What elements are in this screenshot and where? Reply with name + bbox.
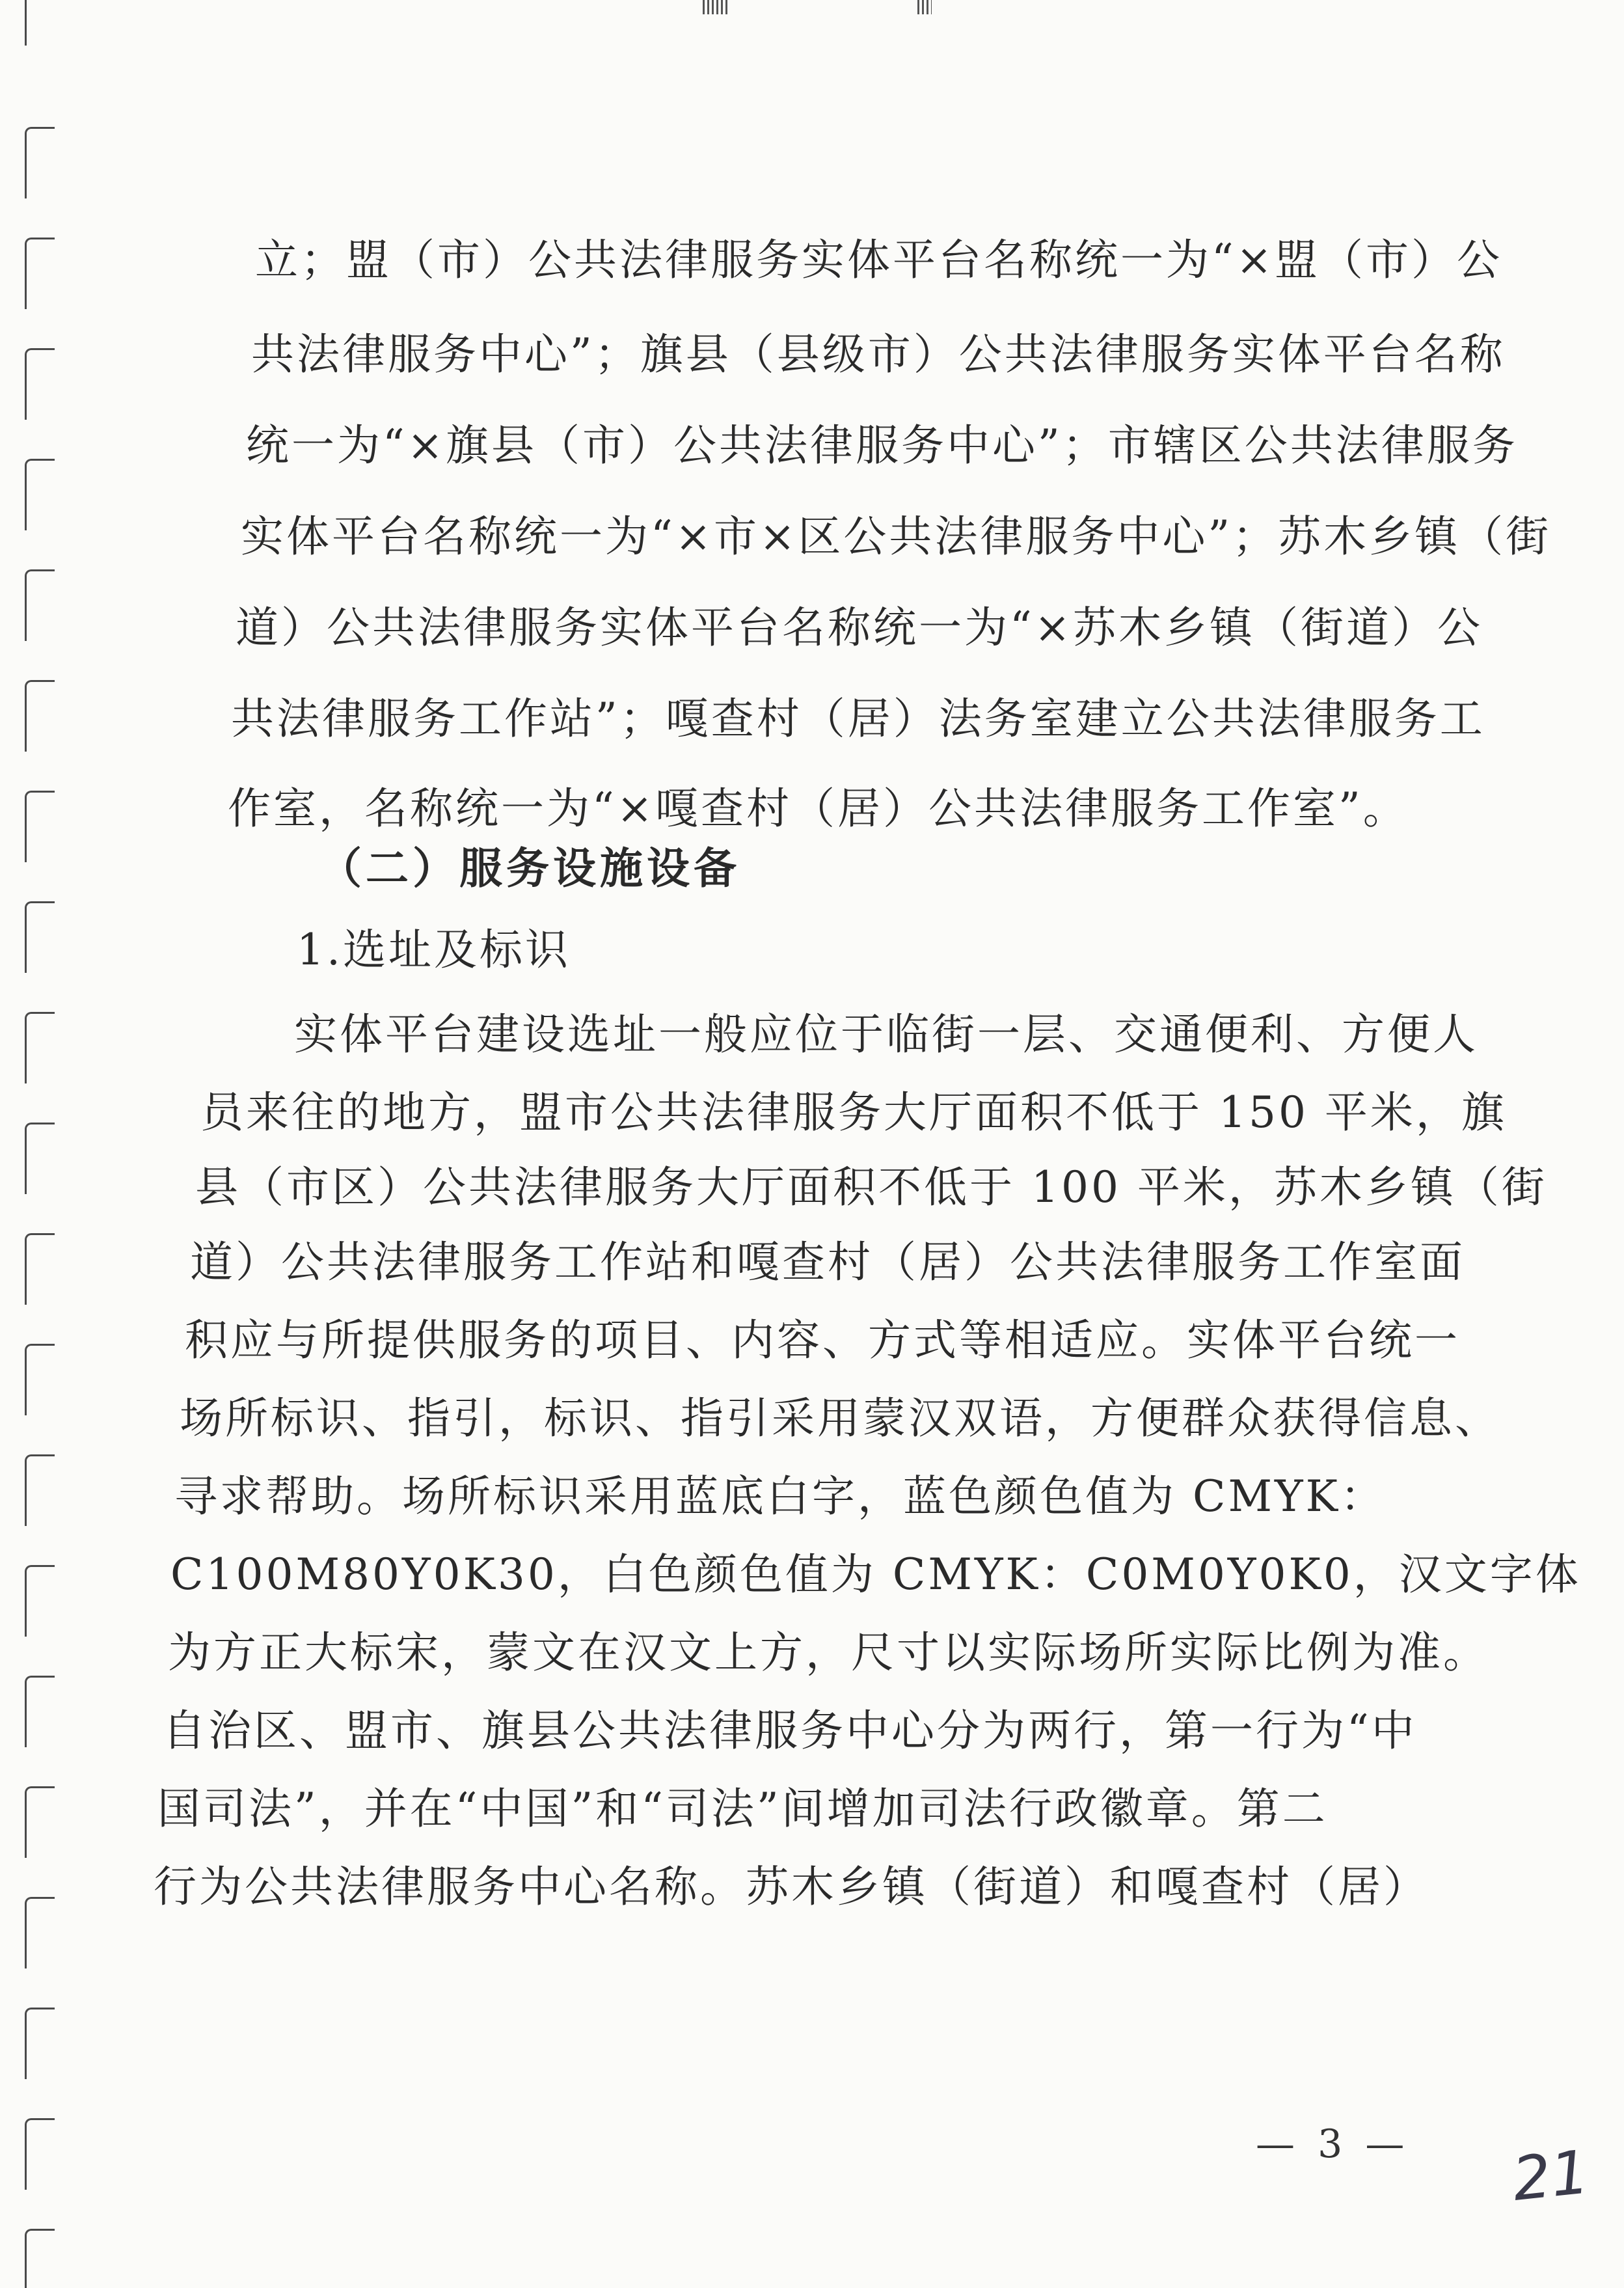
text-line: 寻求帮助。场所标识采用蓝底白字，蓝色颜色值为 CMYK： [174, 1471, 1386, 1521]
text-line: 道）公共法律服务实体平台名称统一为“×苏木乡镇（街道）公 [236, 603, 1483, 653]
text-line: 积应与所提供服务的项目、内容、方式等相适应。实体平台统一 [185, 1315, 1460, 1365]
subsection-heading: 1.选址及标识 [297, 925, 571, 975]
text-line: 立；盟（市）公共法律服务实体平台名称统一为“×盟（市）公 [255, 235, 1503, 285]
text-line: 行为公共法律服务中心名称。苏木乡镇（街道）和嘎查村（居） [154, 1862, 1429, 1912]
text-line: 实体平台名称统一为“×市×区公共法律服务中心”；苏木乡镇（街 [241, 511, 1552, 562]
text-line: 场所标识、指引，标识、指引采用蒙汉双语，方便群众获得信息、 [180, 1393, 1500, 1443]
text-line: 道）公共法律服务工作站和嘎查村（居）公共法律服务工作室面 [190, 1237, 1465, 1287]
handwritten-note: 21 [1509, 2137, 1593, 2214]
text-line: 作室，名称统一为“×嘎查村（居）公共法律服务工作室”。 [228, 783, 1409, 834]
text-line: 共法律服务中心”；旗县（县级市）公共法律服务实体平台名称 [251, 329, 1506, 379]
text-line: 共法律服务工作站”；嘎查村（居）法务室建立公共法律服务工 [231, 694, 1485, 744]
text-line: 国司法”，并在“中国”和“司法”间增加司法行政徽章。第二 [157, 1784, 1328, 1834]
text-line: 为方正大标宋，蒙文在汉文上方，尺寸以实际场所实际比例为准。 [168, 1627, 1489, 1678]
text-line: 县（市区）公共法律服务大厅面积不低于 100 平米，苏木乡镇（街 [195, 1162, 1547, 1212]
section-heading: （二）服务设施设备 [319, 843, 740, 893]
page-number: — 3 — [1256, 2121, 1410, 2167]
text-line: 员来往的地方，盟市公共法律服务大厅面积不低于 150 平米，旗 [200, 1087, 1507, 1137]
text-line: 自治区、盟市、旗县公共法律服务中心分为两行，第一行为“中 [163, 1706, 1417, 1756]
text-line: 统一为“×旗县（市）公共法律服务中心”；市辖区公共法律服务 [246, 420, 1518, 470]
text-line: C100M80Y0K30，白色颜色值为 CMYK：C0M0Y0K0，汉文字体 [170, 1549, 1581, 1600]
text-line: 实体平台建设选址一般应位于临街一层、交通便利、方便人 [294, 1009, 1478, 1059]
